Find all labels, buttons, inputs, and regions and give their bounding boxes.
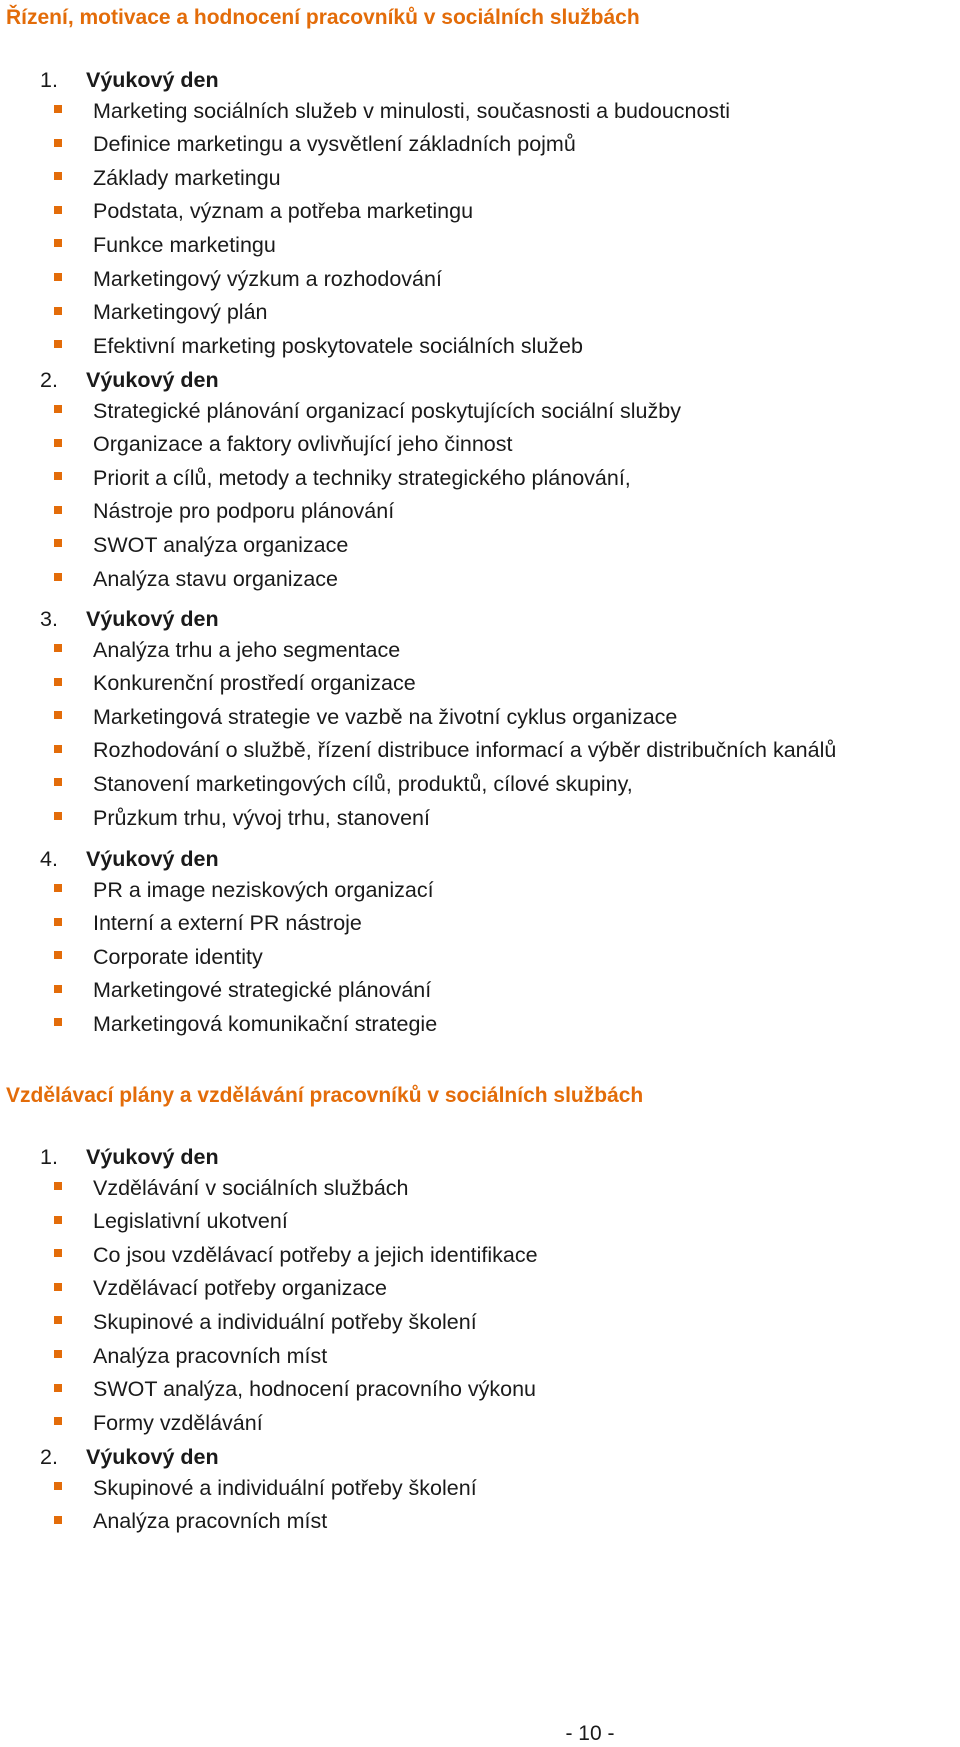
day-number: 3.	[40, 607, 58, 631]
list-item	[54, 300, 267, 325]
square-bullet-icon	[54, 812, 62, 820]
square-bullet-icon	[54, 711, 62, 719]
square-bullet-icon	[54, 340, 62, 348]
square-bullet-icon	[54, 539, 62, 547]
list-item	[54, 1276, 387, 1301]
list-item-text: Vzdělávací potřeby organizace	[93, 1276, 388, 1301]
square-bullet-icon	[54, 1350, 62, 1358]
list-item-text: Analýza pracovních míst	[93, 1509, 328, 1534]
list-item-text: Marketingový plán	[93, 300, 268, 325]
list-item-text: Podstata, význam a potřeba marketingu	[93, 199, 474, 224]
square-bullet-icon	[54, 307, 62, 315]
list-item-text: Marketingová komunikační strategie	[93, 1012, 438, 1036]
square-bullet-icon	[54, 239, 62, 247]
square-bullet-icon	[54, 472, 62, 480]
list-item	[54, 567, 338, 592]
list-item-text: Základy marketingu	[93, 165, 281, 190]
list-item	[54, 705, 677, 730]
list-item-text: Nástroje pro podporu plánování	[93, 499, 395, 524]
list-item	[54, 132, 576, 157]
list-item-text: Efektivní marketing poskytovatele sociálních služeb	[93, 333, 583, 358]
square-bullet-icon	[54, 778, 62, 786]
list-item	[54, 432, 512, 457]
list-item-text: Skupinové a individuální potřeby školení	[93, 1310, 477, 1334]
list-item	[54, 1377, 536, 1402]
day-label: Výukový den	[86, 368, 219, 392]
list-item-text: Formy vzdělávání	[93, 1410, 263, 1435]
list-item	[54, 1176, 409, 1201]
square-bullet-icon	[54, 1182, 62, 1190]
list-item	[54, 911, 362, 936]
square-bullet-icon	[54, 1516, 62, 1524]
square-bullet-icon	[54, 273, 62, 281]
day-header	[40, 847, 219, 872]
list-item	[54, 1509, 327, 1534]
list-item-text: Marketingová strategie ve vazbě na životní cyklus organizace	[93, 704, 678, 729]
list-item	[54, 399, 681, 424]
square-bullet-icon	[54, 918, 62, 926]
day-header	[40, 68, 219, 93]
day-number: 2.	[40, 368, 58, 392]
list-item-text: SWOT analýza, hodnocení pracovního výkonu	[93, 1377, 536, 1402]
list-item-text: Priorit a cílů, metody a techniky strategického plánování,	[93, 465, 631, 490]
list-item-text: Marketingový výzkum a rozhodování	[93, 266, 442, 291]
list-item-text: PR a image neziskových organizací	[93, 877, 434, 902]
square-bullet-icon	[54, 1384, 62, 1392]
list-item-text: Co jsou vzdělávací potřeby a jejich identifikace	[93, 1242, 538, 1267]
list-item-text: Analýza stavu organizace	[93, 566, 339, 591]
list-item	[54, 1012, 437, 1037]
list-item-text: SWOT analýza organizace	[93, 533, 349, 557]
list-item	[54, 1476, 477, 1501]
list-item-text: Průzkum trhu, vývoj trhu, stanovení	[93, 805, 430, 830]
list-item	[54, 1310, 477, 1335]
square-bullet-icon	[54, 506, 62, 514]
list-item-text: Funkce marketingu	[93, 233, 276, 257]
page-number: - 10 -	[565, 1722, 615, 1745]
day-number: 1.	[40, 1145, 58, 1169]
list-item	[54, 166, 281, 191]
list-item-text: Rozhodování o službě, řízení distribuce informací a výběr distribučních kanálů	[93, 738, 837, 763]
square-bullet-icon	[54, 985, 62, 993]
square-bullet-icon	[54, 206, 62, 214]
square-bullet-icon	[54, 172, 62, 180]
list-item-text: Konkurenční prostředí organizace	[93, 671, 416, 696]
day-label: Výukový den	[86, 1445, 219, 1469]
list-item	[54, 1411, 263, 1436]
list-item	[54, 738, 836, 763]
square-bullet-icon	[54, 105, 62, 113]
list-item	[54, 671, 416, 696]
square-bullet-icon	[54, 1249, 62, 1257]
day-header	[40, 1445, 219, 1470]
square-bullet-icon	[54, 644, 62, 652]
list-item	[54, 978, 431, 1003]
list-item	[54, 466, 631, 491]
day-number: 1.	[40, 68, 58, 92]
list-item	[54, 334, 583, 359]
day-label: Výukový den	[86, 847, 219, 871]
list-item	[54, 199, 473, 224]
list-item	[54, 533, 348, 558]
list-item	[54, 233, 276, 258]
list-item	[54, 99, 730, 124]
list-item-text: Legislativní ukotvení	[93, 1209, 288, 1234]
list-item-text: Organizace a faktory ovlivňující jeho činnost	[93, 432, 513, 457]
square-bullet-icon	[54, 1216, 62, 1224]
square-bullet-icon	[54, 1316, 62, 1324]
list-item	[54, 638, 400, 663]
square-bullet-icon	[54, 405, 62, 413]
list-item-text: Marketing sociálních služeb v minulosti, současnosti a budoucnosti	[93, 98, 730, 123]
day-header	[40, 607, 219, 632]
list-item	[54, 945, 263, 970]
list-item	[54, 1209, 288, 1234]
square-bullet-icon	[54, 1283, 62, 1291]
day-header	[40, 1145, 219, 1170]
list-item-text: Analýza trhu a jeho segmentace	[93, 637, 401, 662]
day-header	[40, 368, 219, 393]
square-bullet-icon	[54, 1482, 62, 1490]
list-item	[54, 878, 434, 903]
day-label: Výukový den	[86, 68, 219, 92]
list-item	[54, 267, 442, 292]
list-item-text: Strategické plánování organizací poskytujících sociální služby	[93, 398, 681, 423]
list-item-text: Corporate identity	[93, 944, 263, 969]
section-title: Řízení, motivace a hodnocení pracovníků v sociálních službách	[6, 6, 640, 29]
section-title: Vzdělávací plány a vzdělávání pracovníků v sociálních službách	[6, 1084, 644, 1107]
list-item	[54, 499, 394, 524]
day-number: 2.	[40, 1445, 58, 1469]
list-item	[54, 1243, 538, 1268]
list-item-text: Analýza pracovních míst	[93, 1343, 328, 1368]
day-number: 4.	[40, 847, 58, 871]
square-bullet-icon	[54, 884, 62, 892]
list-item-text: Vzdělávání v sociálních službách	[93, 1175, 409, 1200]
list-item	[54, 772, 633, 797]
list-item	[54, 806, 430, 831]
list-item-text: Definice marketingu a vysvětlení základních pojmů	[93, 132, 576, 157]
square-bullet-icon	[54, 951, 62, 959]
day-label: Výukový den	[86, 1145, 219, 1169]
square-bullet-icon	[54, 1417, 62, 1425]
square-bullet-icon	[54, 678, 62, 686]
square-bullet-icon	[54, 1018, 62, 1026]
square-bullet-icon	[54, 573, 62, 581]
square-bullet-icon	[54, 439, 62, 447]
list-item-text: Stanovení marketingových cílů, produktů, cílové skupiny,	[93, 772, 633, 796]
list-item	[54, 1344, 327, 1369]
list-item-text: Skupinové a individuální potřeby školení	[93, 1475, 477, 1500]
list-item-text: Interní a externí PR nástroje	[93, 911, 362, 936]
square-bullet-icon	[54, 139, 62, 147]
day-label: Výukový den	[86, 607, 219, 631]
square-bullet-icon	[54, 745, 62, 753]
list-item-text: Marketingové strategické plánování	[93, 978, 432, 1003]
